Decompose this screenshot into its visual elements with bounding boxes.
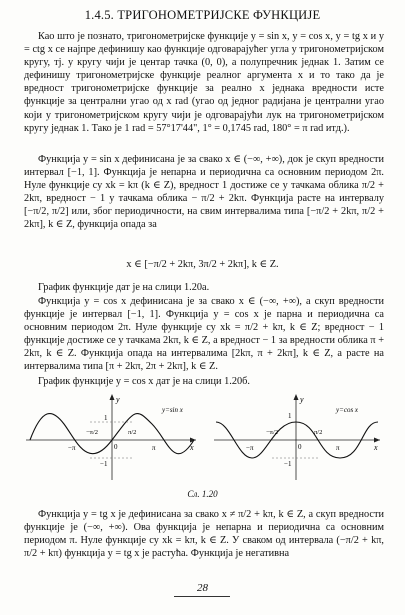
- origin-label: 0: [114, 443, 118, 451]
- y-axis-arrow: [294, 394, 299, 400]
- y-axis-label: y: [116, 395, 120, 404]
- sine-function-label: y=sin x: [162, 406, 183, 414]
- y-axis-arrow: [110, 394, 115, 400]
- one-label: 1: [288, 412, 292, 420]
- minus-one-label: −1: [100, 460, 108, 468]
- cosine-function-label: y=cos x: [336, 406, 359, 414]
- figure-caption: Сл. 1.20: [187, 489, 218, 499]
- paragraph-figure-a: График функције дат је на слици 1.20a.: [38, 282, 210, 293]
- paragraph-intro: Као што је познато, тригонометријске функције y = sin x, y = cos x, y = tg x и y = ctg x се најпре дефинишу као функције одговарајућег угла у тригонометријском кругу, тј. у кругу чији је центар тачка (0, 0), а полупречник једнак 1. Затим се дефинишу тригонометријске функције реалног аргумента x и то тако да је вредност тригонометријске функције за реално x једнака вредности исте функције за централни угао од x rad (угао од једног радијана је централни угао који у тригонометријском кругу чији је одговарајући лук на тригонометријском кругу једнак 1. Тако је 1 rad = 57°17'44", 1° = 0,1745 rad, 180° = π rad итд.).: [24, 31, 384, 134]
- y-axis-label: y: [300, 395, 304, 404]
- neg-pi-label: −π: [246, 444, 254, 452]
- paragraph-figure-b: График функције y = cos x дат је на слици 1.20б.: [38, 376, 250, 387]
- one-label: 1: [104, 414, 108, 422]
- page-number: 28: [197, 582, 208, 594]
- formula-sine-decreasing: x ∈ [−π/2 + 2kπ, 3π/2 + 2kπ], k ∈ Z.: [126, 259, 279, 270]
- neg-half-pi-label: −π/2: [86, 429, 99, 436]
- neg-pi-label: −π: [68, 444, 76, 452]
- page-number-rule: [174, 596, 230, 597]
- half-pi-label: π/2: [128, 429, 137, 436]
- half-pi-label: π/2: [314, 429, 323, 436]
- paragraph-tangent: Функција y = tg x је дефинисана за свако x ≠ π/2 + kπ, k ∈ Z, а скуп вредности функције је (−∞, +∞). Ова функција је непарна и периодична са основним периодом π. Нуле функције су xk = kπ, k ∈ Z. У сваком од интервала (−π/2 + kπ, π/2 + kπ) функција y = tg x је растућа. Функција је негативна: [24, 509, 384, 560]
- cosine-graph: [212, 388, 384, 484]
- neg-half-pi-label: −π/2: [266, 429, 279, 436]
- paragraph-cosine: Функција y = cos x дефинисана је за свако x ∈ (−∞, +∞), а скуп вредности функције је интервал [−1, 1]. Функција y = cos x је парна и периодична са основним периодом 2π. Нуле функције су xk = π/2 + kπ, k ∈ Z; вредност − 1 функције достиже се у тачкама 2kπ, k ∈ Z, а вредност − 1 за вредности облика π + 2kπ, k ∈ Z. Функција опада на интервалима [2kπ, π + 2kπ], k ∈ Z, а расте на интервалима типа [π + 2kπ, 2π + 2kπ], k ∈ Z.: [24, 296, 384, 373]
- x-axis-label: x: [374, 443, 378, 452]
- pi-label: π: [152, 444, 156, 452]
- sine-graph: [24, 388, 199, 484]
- x-axis-arrow: [374, 438, 380, 443]
- section-title: 1.4.5. ТРИГОНОМЕТРИЈСКЕ ФУНКЦИЈЕ: [84, 8, 321, 22]
- minus-one-label: −1: [284, 460, 292, 468]
- pi-label: π: [336, 444, 340, 452]
- origin-label: 0: [298, 443, 302, 451]
- x-axis-label: x: [190, 443, 194, 452]
- paragraph-sine: Функција y = sin x дефинисана је за свако x ∈ (−∞, +∞), док је скуп вредности интервал [−1, 1]. Функција је непарна и периодична са основним периодом 2π. Нуле функције су xk = kπ (k ∈ Z), вредност 1 достиже се у тачкама облика π/2 + 2kπ, вредност − 1 у тачкама облика − π/2 + 2kπ. Функција расте на интервалу [−π/2, π/2] или, због периодичности, на свим интервалима типа [−π/2 + 2kπ, π/2 + 2kπ], k ∈ Z, функција опада за: [24, 154, 384, 231]
